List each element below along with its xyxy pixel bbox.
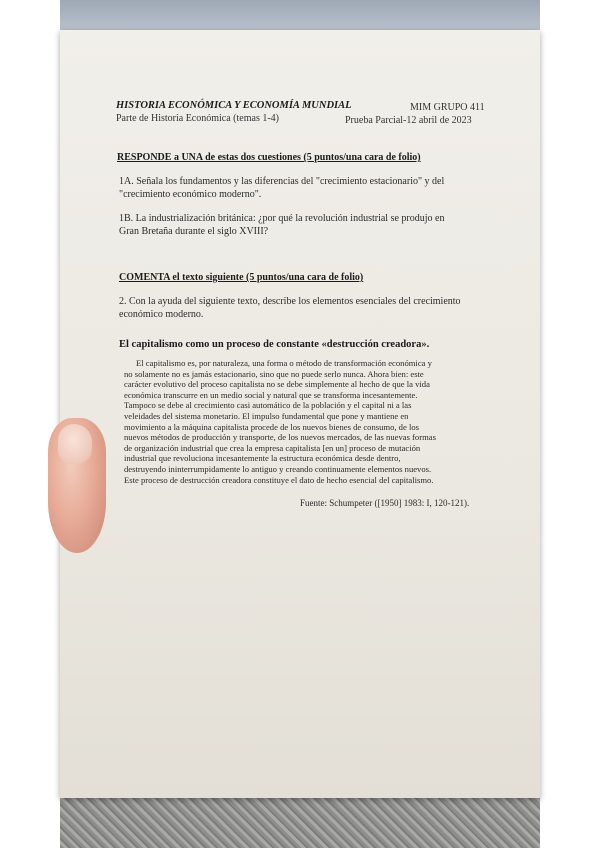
article-line: industrial que revoluciona incesantemente la estructura económica desde dentro, [124,453,401,464]
article-paragraph [124,358,490,485]
background-floor [60,790,540,848]
question-1a-line-1: 1A. Señala los fundamentos y las diferencias del "crecimiento estacionario" y del [119,176,445,187]
article-line: El capitalismo es, por naturaleza, una forma o método de transformación económica y [136,358,432,368]
article-line: carácter evolutivo del proceso capitalista no se debe simplemente al hecho de que la vida [124,379,430,390]
section2-heading: COMENTA el texto siguiente (5 puntos/una cara de folio) [119,272,364,283]
question-2-line-2: económico moderno. [119,309,204,320]
course-subtitle: Parte de Historia Económica (temas 1-4) [116,113,279,124]
question-1b-line-2: Gran Bretaña durante el siglo XVIII? [119,226,269,237]
article-source: Fuente: Schumpeter ([1950] 1983: I, 120-121). [300,498,470,508]
question-1b-line-1: 1B. La industrialización británica: ¿por qué la revolución industrial se produjo en [119,213,445,224]
article-line: destruyendo ininterrumpidamente lo antiguo y creando continuamente elementos nuevos. [124,463,432,474]
article-line: veleidades del sistema monetario. El impulso fundamental que pone y mantiene en [124,410,409,421]
course-title: HISTORIA ECONÓMICA Y ECONOMÍA MUNDIAL [116,100,352,111]
background-window [60,0,540,34]
article-line: Este proceso de destrucción creadora constituye el dato de hecho esencial del capitalismo. [124,474,434,485]
article-title: El capitalismo como un proceso de constante «destrucción creadora». [119,339,430,350]
article-line: económica transcurre en un medio social y natural que se transforma incesantemente. [124,389,418,400]
article-line: no solamente no es jamás estacionario, sino que no puede serlo nunca. Ahora bien: este [124,368,424,379]
article-line: Tampoco se debe al crecimiento casi automático de la población y el capital ni a las [124,400,412,411]
question-2-line-1: 2. Con la ayuda del siguiente texto, describe los elementos esenciales del crecimiento [119,296,461,307]
question-1a-line-2: "crecimiento económico moderno". [119,189,262,200]
group-label: MIM GRUPO 411 [410,102,485,113]
exam-date: Prueba Parcial-12 abril de 2023 [345,115,472,126]
article-line: nuevos métodos de producción y transporte, de los nuevos mercados, de las nuevas formas [124,432,436,443]
thumbnail [58,424,92,464]
article-line: de organización industrial que crea la empresa capitalista [en un] proceso de mutación [124,442,421,453]
section1-heading: RESPONDE a UNA de estas dos cuestiones (5 puntos/una cara de folio) [117,152,421,163]
article-line: movimiento a la máquina capitalista procede de los nuevos bienes de consumo, de los [124,421,419,432]
